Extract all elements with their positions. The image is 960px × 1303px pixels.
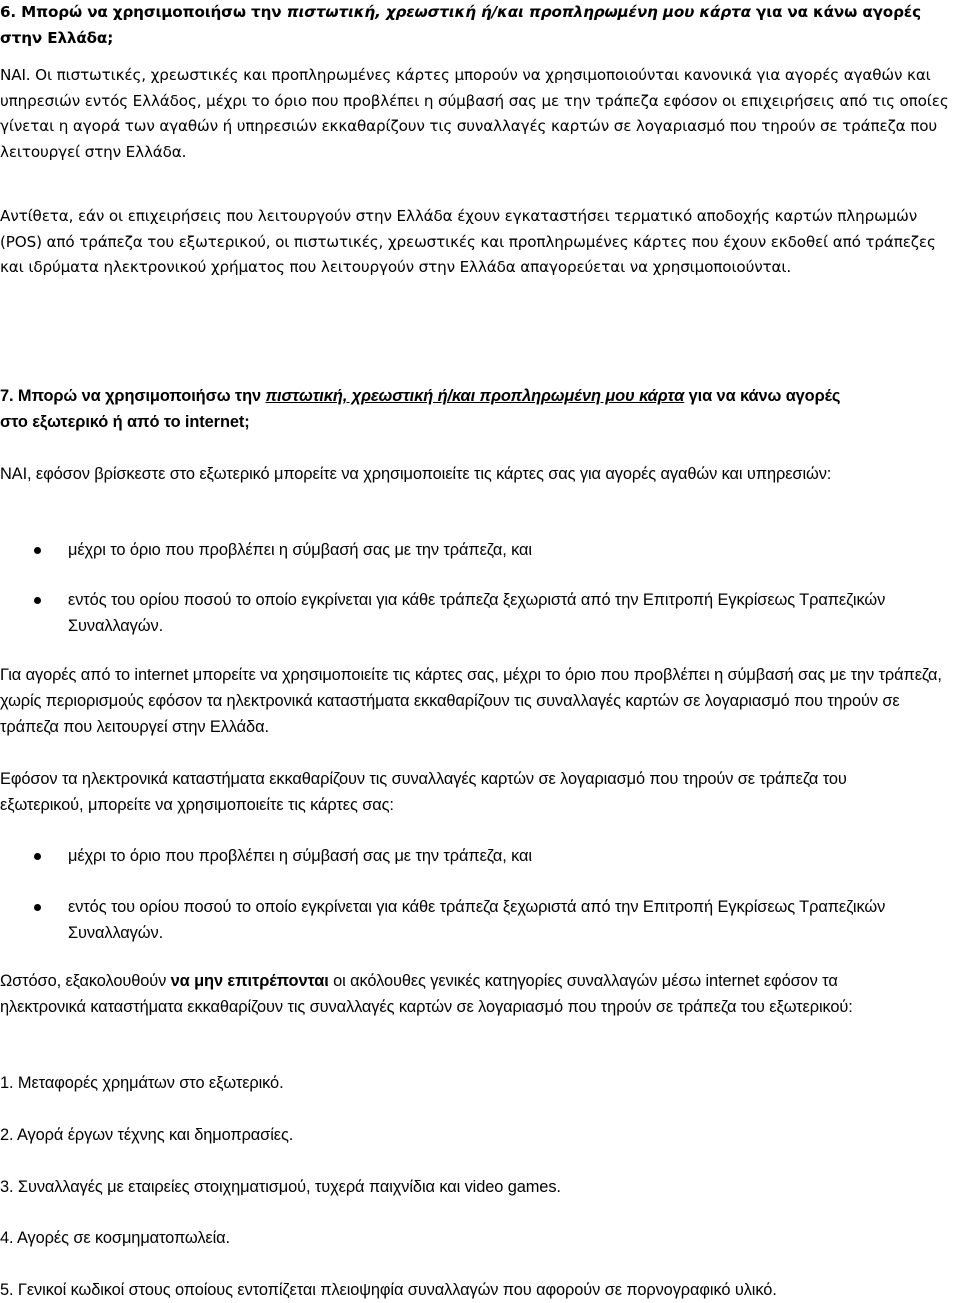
q6-paragraph-2: Αντίθετα, εάν οι επιχειρήσεις που λειτουργούν στην Ελλάδα έχουν εγκαταστήσει τερματικό αποδοχής καρτών πληρωμών (POS) από τράπεζα του εξωτερικού, οι πιστωτικές, χρεωστικές και προπληρωμένες κάρτες που έχουν εκδοθεί από τράπεζες και ιδρύματα ηλεκτρονικού χρήματος που λειτουργούν στην Ελλάδα απαγορεύεται να χρησιμοποιούνται. — [0, 207, 936, 276]
q7-bullet-4-text: εντός του ορίου ποσού το οποίο εγκρίνεται για κάθε τράπεζα ξεχωριστά από την Επιτροπή Εγκρίσεως Τραπεζικών Συναλλαγών. — [68, 898, 886, 942]
q7-paragraph-4-post: οι ακόλουθες γενικές κατηγορίες συναλλαγών μέσω internet εφόσον τα ηλεκτρονικά καταστήματα εκκαθαρίζουν τις συναλλαγές καρτών σε λογαριασμό που τηρούν σε τράπεζα του εξωτερικού: — [0, 972, 853, 1016]
q7-heading-italic: πιστωτική, χρεωστική ή/και προπληρωμένη μου κάρτα — [265, 387, 685, 405]
q7-paragraph-4-pre: Ωστόσο, εξακολουθούν — [0, 972, 171, 990]
q7-heading-part2: για να κάνω αγορές — [684, 387, 841, 405]
q7-bullet-2-text: εντός του ορίου ποσού το οποίο εγκρίνεται για κάθε τράπεζα ξεχωριστά από την Επιτροπή Εγκρίσεως Τραπεζικών Συναλλαγών. — [68, 591, 886, 635]
q6-paragraph-1: ΝΑΙ. Οι πιστωτικές, χρεωστικές και προπληρωμένες κάρτες μπορούν να χρησιμοποιούνται κανονικά για αγορές αγαθών και υπηρεσιών εντός Ελλάδος, μέχρι το όριο που προβλέπει η σύμβασή σας με την τράπεζα εφόσον οι επιχειρήσεις από τις οποίες γίνεται η αγορά των αγαθών ή υπηρεσιών εκκαθαρίζουν τις συναλλαγές καρτών σε λογαριασμό που τηρούν σε τράπεζα που λειτουργεί στην Ελλάδα. — [0, 66, 949, 161]
bullet-dot-icon — [34, 597, 41, 604]
q7-paragraph-3: Εφόσον τα ηλεκτρονικά καταστήματα εκκαθαρίζουν τις συναλλαγές καρτών σε λογαριασμό που τηρούν σε τράπεζα του εξωτερικού, μπορείτε να χρησιμοποιείτε τις κάρτες σας: — [0, 770, 847, 814]
q7-paragraph-4 — [0, 968, 925, 1020]
bullet-dot-icon — [34, 547, 41, 554]
q7-list-item-1: 1. Μεταφορές χρημάτων στο εξωτερικό. — [0, 1074, 284, 1092]
q7-list-item-4: 4. Αγορές σε κοσμηματοπωλεία. — [0, 1229, 230, 1247]
bullet-dot-icon — [34, 904, 41, 911]
q6-heading-part1: 6. Μπορώ να χρησιμοποιήσω την — [0, 3, 287, 21]
q7-heading-part1: 7. Μπορώ να χρησιμοποιήσω την — [0, 387, 266, 405]
q7-paragraph-1: ΝΑΙ, εφόσον βρίσκεστε στο εξωτερικό μπορείτε να χρησιμοποιείτε τις κάρτες σας για αγορές αγαθών και υπηρεσιών: — [0, 465, 832, 483]
q6-heading-line2: στην Ελλάδα; — [0, 28, 114, 47]
q7-paragraph-2: Για αγορές από το internet μπορείτε να χρησιμοποιείτε τις κάρτες σας, μέχρι το όριο που προβλέπει η σύμβασή σας με την τράπεζα, χωρίς περιορισμούς εφόσον τα ηλεκτρονικά καταστήματα εκκαθαρίζουν τις συναλλαγές καρτών σε λογαριασμό που τηρούν σε τράπεζα που λειτουργεί στην Ελλάδα. — [0, 666, 942, 736]
q7-list-item-3: 3. Συναλλαγές με εταιρείες στοιχηματισμού, τυχερά παιχνίδια και video games. — [0, 1178, 561, 1196]
q7-bullet-1-text: μέχρι το όριο που προβλέπει η σύμβασή σας με την τράπεζα, και — [68, 541, 532, 559]
q6-heading-italic: πιστωτική, χρεωστική ή/και προπληρωμένη μου κάρτα — [286, 3, 751, 21]
q6-heading — [0, 0, 960, 51]
q7-list-item-5: 5. Γενικοί κωδικοί στους οποίους εντοπίζεται πλειοψηφία συναλλαγών που αφορούν σε πορνογραφικό υλικό. — [0, 1281, 777, 1299]
q7-heading-line2: στο εξωτερικό ή από το internet; — [0, 413, 250, 431]
q7-paragraph-4-bold: να μην επιτρέπονται — [170, 972, 329, 990]
q7-heading — [0, 383, 960, 435]
q7-bullet-3-text: μέχρι το όριο που προβλέπει η σύμβασή σας με την τράπεζα, και — [68, 847, 532, 865]
bullet-dot-icon — [34, 853, 41, 860]
q7-list-item-2: 2. Αγορά έργων τέχνης και δημοπρασίες. — [0, 1126, 294, 1144]
q6-heading-part2: για να κάνω αγορές — [750, 3, 921, 21]
